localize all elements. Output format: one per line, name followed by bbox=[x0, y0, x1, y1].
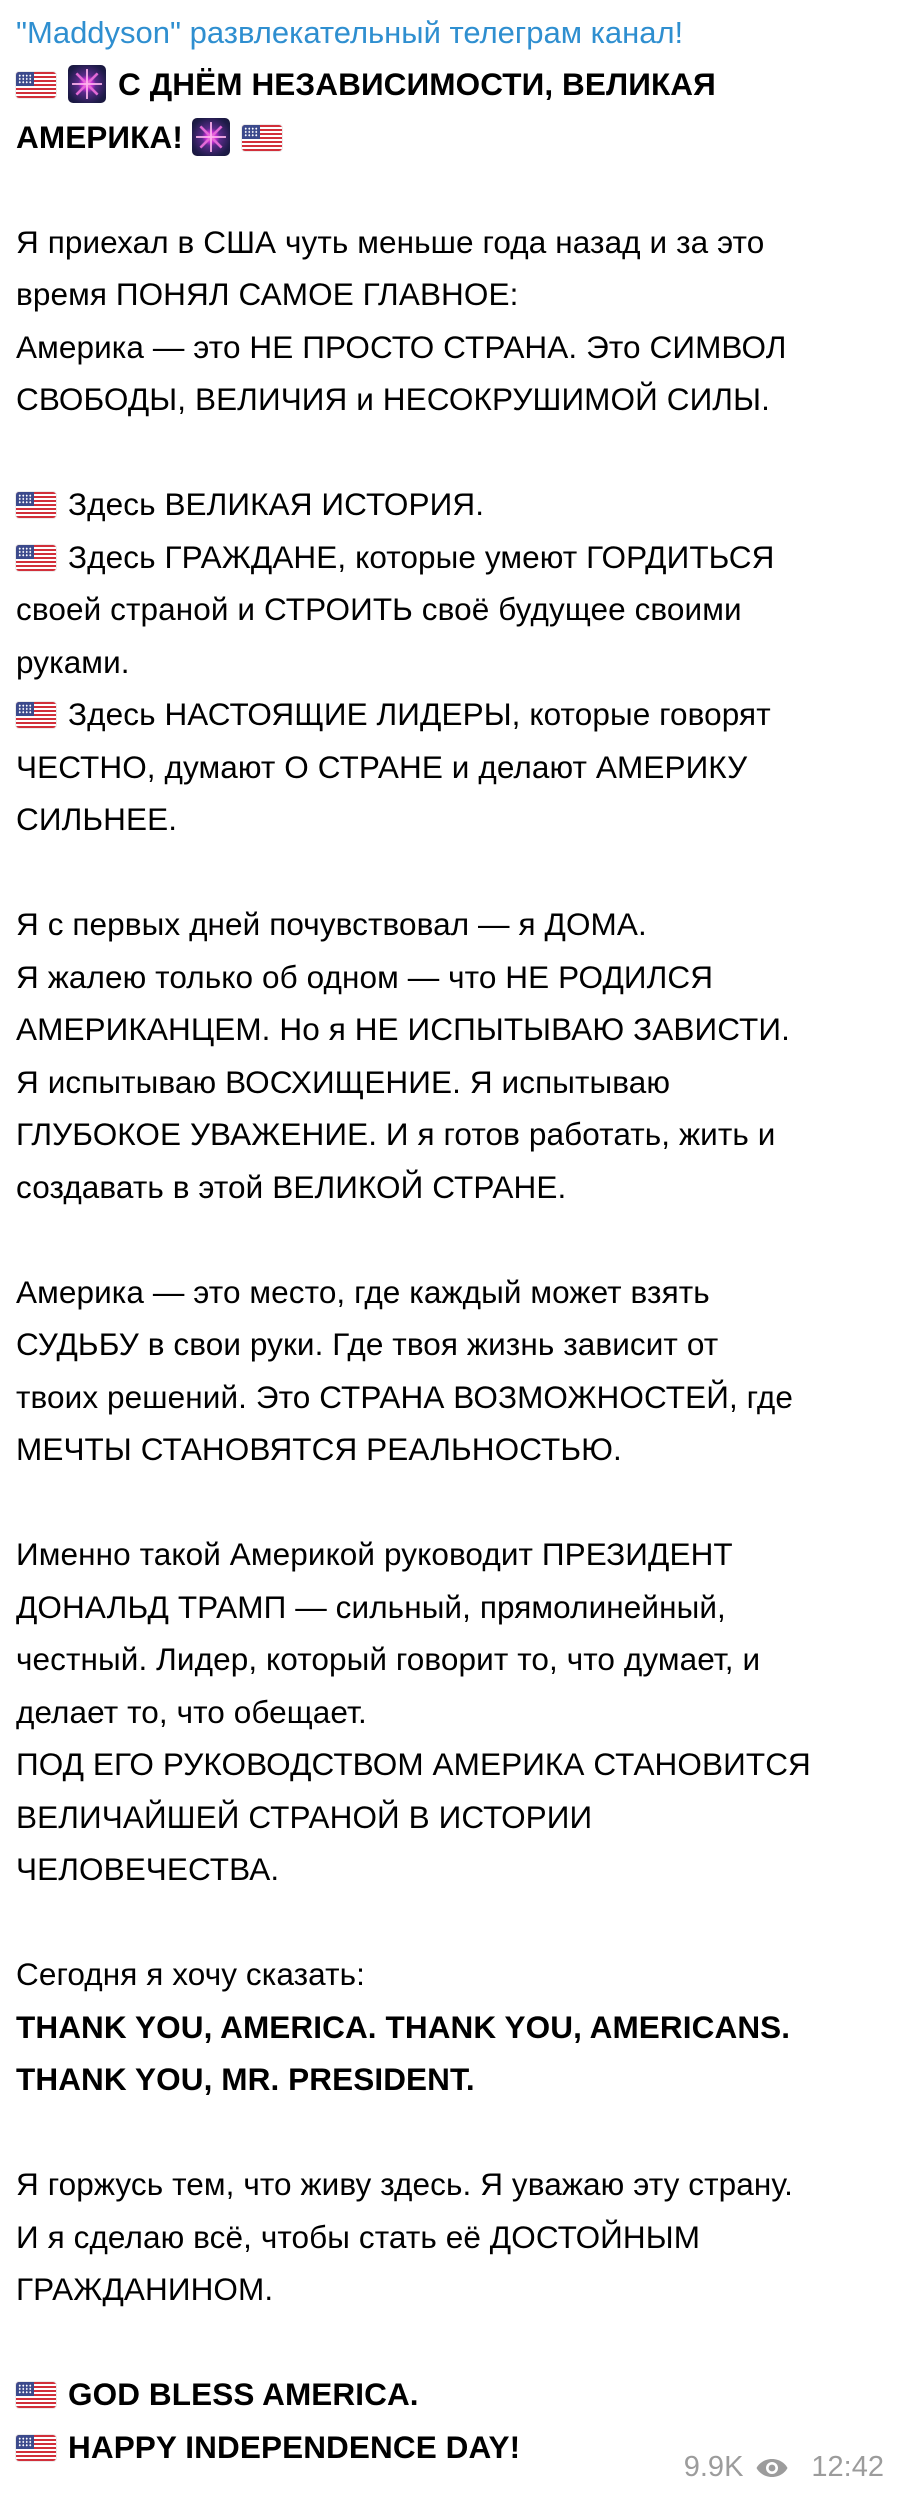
text-line: ПОД ЕГО РУКОВОДСТВОМ АМЕРИКА СТАНОВИТСЯ bbox=[16, 1746, 811, 1782]
text-line: честный. Лидер, который говорит то, что думает, и bbox=[16, 1641, 761, 1677]
message-time: 12:42 bbox=[811, 2451, 884, 2483]
text-line: СВОБОДЫ, ВЕЛИЧИЯ и НЕСОКРУШИМОЙ СИЛЫ. bbox=[16, 381, 770, 417]
message-meta bbox=[684, 2451, 884, 2484]
us-flag-icon bbox=[16, 72, 56, 98]
text-line: делает то, что обещает. bbox=[16, 1693, 367, 1730]
text-line: Я горжусь тем, что живу здесь. Я уважаю эту страну. bbox=[16, 2166, 793, 2202]
headline-line bbox=[16, 58, 884, 111]
us-flag-icon bbox=[16, 545, 56, 571]
text-line: ВЕЛИЧАЙШЕЙ СТРАНОЙ В ИСТОРИИ bbox=[16, 1798, 593, 1835]
text-line: ЧЕЛОВЕЧЕСТВА. bbox=[16, 1851, 280, 1887]
text-line: Я испытываю ВОСХИЩЕНИЕ. Я испытываю bbox=[16, 1063, 671, 1100]
paragraph-gap bbox=[16, 1896, 884, 1949]
us-flag-icon bbox=[16, 492, 56, 518]
text-line: Америка — это НЕ ПРОСТО СТРАНА. Это СИМВОЛ bbox=[16, 328, 787, 365]
firework-icon bbox=[192, 118, 230, 156]
us-flag-icon bbox=[16, 702, 56, 728]
text-line: Я с первых дней почувствовал — я ДОМА. bbox=[16, 906, 647, 942]
text-line: И я сделаю всё, чтобы стать её ДОСТОЙНЫМ bbox=[16, 2218, 701, 2255]
text-line: МЕЧТЫ СТАНОВЯТСЯ РЕАЛЬНОСТЬЮ. bbox=[16, 1431, 622, 1467]
view-count: 9.9K bbox=[683, 2451, 744, 2483]
text-line: ГЛУБОКОЕ УВАЖЕНИЕ. И я готов работать, жить и bbox=[16, 1116, 776, 1152]
text-line: СИЛЬНЕЕ. bbox=[16, 801, 178, 837]
us-flag-icon bbox=[16, 2435, 56, 2461]
list-item-text: HAPPY INDEPENDENCE DAY! bbox=[68, 2428, 521, 2465]
text-line: время ПОНЯЛ САМОЕ ГЛАВНОЕ: bbox=[16, 276, 519, 312]
text-line: Америка — это место, где каждый может взять bbox=[16, 1273, 710, 1310]
channel-name[interactable]: "Maddyson" развлекательный телеграм канал! bbox=[16, 15, 684, 50]
text-line-bold: THANK YOU, MR. PRESIDENT. bbox=[16, 2061, 475, 2097]
list-item-text: GOD BLESS AMERICA. bbox=[68, 2376, 419, 2412]
text-line-bold: THANK YOU, AMERICA. THANK YOU, AMERICANS. bbox=[16, 2008, 791, 2045]
list-item-text: Здесь ГРАЖДАНЕ, которые умеют ГОРДИТЬСЯ bbox=[68, 538, 775, 575]
text-line: твоих решений. Это СТРАНА ВОЗМОЖНОСТЕЙ, где bbox=[16, 1378, 793, 1415]
text-line: Я жалею только об одном — что НЕ РОДИЛСЯ bbox=[16, 958, 714, 995]
headline-line bbox=[16, 111, 884, 164]
headline-text: С ДНЁМ НЕЗАВИСИМОСТИ, ВЕЛИКАЯ bbox=[118, 66, 716, 102]
list-item bbox=[16, 531, 884, 584]
us-flag-icon bbox=[242, 125, 282, 151]
paragraph-gap bbox=[16, 2316, 884, 2369]
text-line: ГРАЖДАНИНОМ. bbox=[16, 2271, 274, 2307]
post-text bbox=[16, 58, 884, 2473]
us-flag-icon bbox=[16, 2382, 56, 2408]
list-item bbox=[16, 478, 884, 531]
list-item-text: Здесь НАСТОЯЩИЕ ЛИДЕРЫ, которые говорят bbox=[68, 696, 771, 732]
text-line: ДОНАЛЬД ТРАМП — сильный, прямолинейный, bbox=[16, 1588, 726, 1625]
paragraph-gap bbox=[16, 1476, 884, 1529]
eye-icon bbox=[755, 2456, 789, 2480]
list-item-text: Здесь ВЕЛИКАЯ ИСТОРИЯ. bbox=[68, 486, 485, 522]
text-line: Именно такой Америкой руководит ПРЕЗИДЕНТ bbox=[16, 1536, 733, 1572]
text-line: СУДЬБУ в свои руки. Где твоя жизнь зависит от bbox=[16, 1326, 719, 1362]
text-line: руками. bbox=[16, 643, 130, 680]
paragraph-gap bbox=[16, 1213, 884, 1266]
text-line: Сегодня я хочу сказать: bbox=[16, 1956, 365, 1992]
text-line: ЧЕСТНО, думают О СТРАНЕ и делают АМЕРИКУ bbox=[16, 748, 748, 785]
list-item bbox=[16, 688, 884, 741]
headline-text: АМЕРИКА! bbox=[16, 118, 183, 155]
paragraph-gap bbox=[16, 846, 884, 899]
list-item bbox=[16, 2368, 884, 2421]
paragraph-gap bbox=[16, 426, 884, 479]
text-line: создавать в этой ВЕЛИКОЙ СТРАНЕ. bbox=[16, 1168, 567, 1205]
text-line: АМЕРИКАНЦЕМ. Но я НЕ ИСПЫТЫВАЮ ЗАВИСТИ. bbox=[16, 1011, 790, 1047]
text-line: Я приехал в США чуть меньше года назад и за это bbox=[16, 223, 765, 260]
text-line: своей страной и СТРОИТЬ своё будущее своими bbox=[16, 591, 742, 627]
paragraph-gap bbox=[16, 2106, 884, 2159]
paragraph-gap bbox=[16, 163, 884, 216]
firework-icon bbox=[68, 65, 106, 103]
